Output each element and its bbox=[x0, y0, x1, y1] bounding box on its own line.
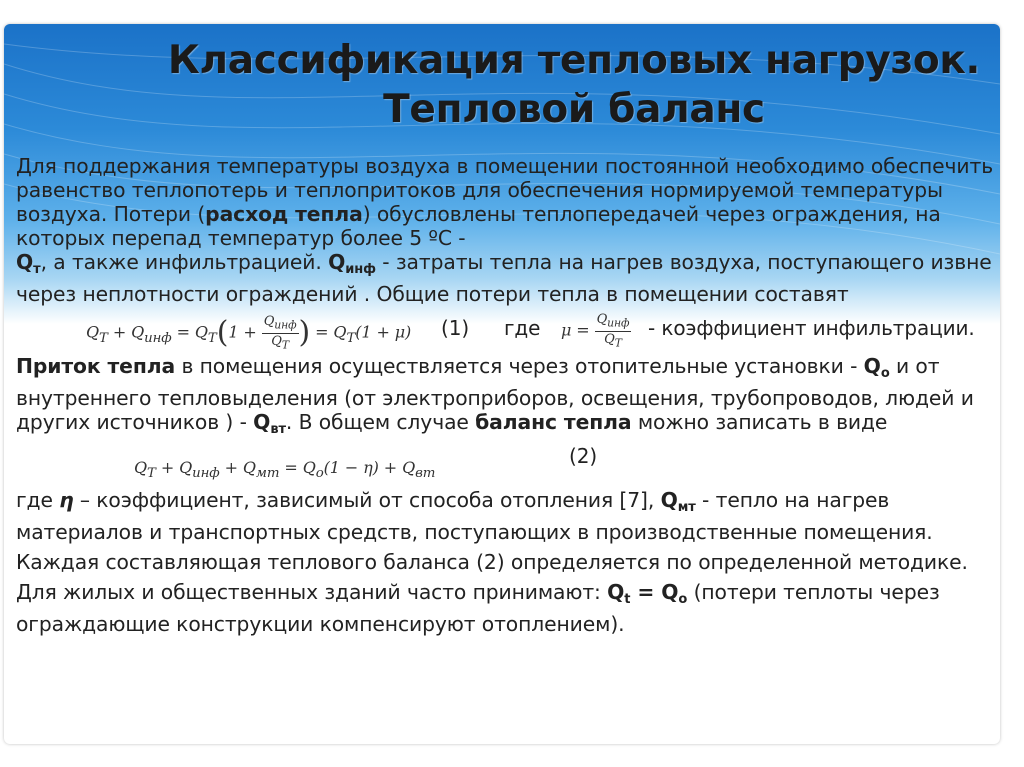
paragraph-residential: Для жилых и общественных зданий часто принимают: $Q_t = Q_о$ (потери теплоты через ограждающие конструкции компенсируют отоплением). bbox=[16, 580, 940, 636]
paragraph-eta: где η – коэффициент, зависимый от способа отопления [7], $Q_{мт}$ - тепло на нагрев материалов и транспортных средств, поступающих в производственные помещения. bbox=[16, 488, 933, 544]
slide-title bbox=[154, 36, 994, 134]
formula-mu: μ = $\frac{Q_{инф}}{Q_T}$ bbox=[561, 312, 630, 350]
formula-2: $Q_T + Q_{инф} + Q_{мт} = Q_o(1 - \eta) + Q_{вт}$ bbox=[134, 458, 436, 482]
formula-2-row bbox=[16, 442, 996, 488]
equation-number-2: (2) bbox=[569, 444, 598, 468]
paragraph-methodology: Каждая составляющая теплового баланса (2) определяется по определенной методике. bbox=[16, 550, 968, 574]
where-label-1: где bbox=[504, 316, 541, 340]
paragraph-heat-loss: Для поддержания температуры воздуха в помещении постоянной необходимо обеспечить равенство теплопотерь и теплопритоков для обеспечения нормируемой температуры воздуха. Потери (расход тепла) обусловлены теплопередачей через ограждения, на которых перепад температур более 5 ºС - $Q_т$, а также инфильтрацией. $Q_{инф}$ - затраты тепла на нагрев воздуха, поступающего извне через неплотности ограждений . Общие потери тепла в помещении составят bbox=[16, 154, 994, 306]
slide-body bbox=[16, 154, 996, 636]
title-line-2: Тепловой баланс bbox=[383, 87, 765, 132]
formula-1-row bbox=[16, 306, 996, 354]
infiltration-coefficient-label: - коэффициент инфильтрации. bbox=[648, 316, 975, 340]
paragraph-heat-gain: Приток тепла в помещения осуществляется через отопительные установки - $Q_о$ и от внутреннего тепловыделения (от электроприборов, освещения, трубопроводов, людей и других источников ) - $Q_{вт}$. В общем случае баланс тепла можно записать в виде bbox=[16, 354, 974, 437]
equation-number-1: (1) bbox=[441, 316, 470, 340]
slide bbox=[4, 24, 1000, 744]
formula-1: $Q_T + Q_{инф} = Q_T(1$ + $\frac{Q_{инф}}{Q_T}$ ) = $Q_T(1 + \mu)$ bbox=[86, 314, 412, 352]
title-line-1: Классификация тепловых нагрузок. bbox=[167, 38, 981, 83]
